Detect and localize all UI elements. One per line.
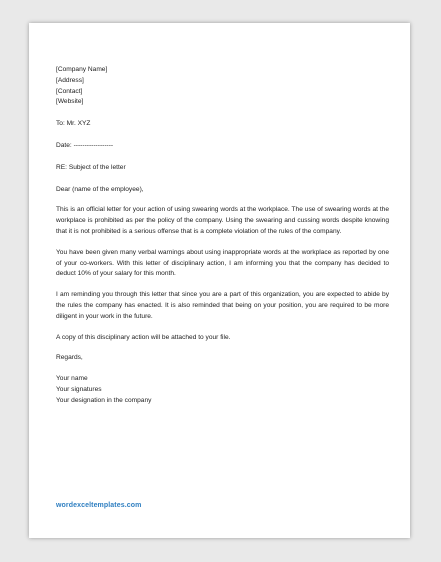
- signature-designation: Your designation in the company: [56, 396, 152, 404]
- paragraph-2: You have been given many verbal warnings about using inappropriate words at the workplace as reported by one of your co-workers. With this letter of disciplinary action, I am informing you that the company has decided to deduct 10% of your salary for this month.: [56, 248, 389, 278]
- company-website: [Website]: [56, 98, 84, 106]
- letter-page: [29, 23, 410, 538]
- signature-signatures: Your signatures: [56, 385, 102, 393]
- paragraph-1: This is an official letter for your action of using swearing words at the workplace. The use of swearing words at the workplace is prohibited as per the policy of the company. Using the swearing and cussing words despite knowing that it is not prohibited is a serious offense that is a complete violation of the rules of the company.: [56, 206, 389, 235]
- brand-link[interactable]: wordexceltemplates.com: [56, 502, 142, 509]
- date-line: Date: ------------------: [56, 141, 114, 149]
- signature-block: [56, 374, 389, 406]
- company-address: [Address]: [56, 76, 84, 84]
- paragraph-4: A copy of this disciplinary action will be attached to your file.: [56, 333, 231, 341]
- recipient-line: To: Mr. XYZ: [56, 120, 91, 128]
- salutation: Dear (name of the employee),: [56, 185, 144, 193]
- closing: Regards,: [56, 354, 83, 362]
- company-block: [56, 65, 389, 108]
- subject-line: RE: Subject of the letter: [56, 163, 126, 171]
- company-name: [Company Name]: [56, 66, 108, 73]
- letter-body: [56, 65, 389, 407]
- company-contact: [Contact]: [56, 87, 83, 95]
- signature-name: Your name: [56, 375, 88, 383]
- paragraph-3: I am reminding you through this letter that since you are a part of this organization, you are expected to abide by the rules the company has enacted. It is also reminded that being on your position, you are required to be more diligent in your work in the future.: [56, 291, 389, 320]
